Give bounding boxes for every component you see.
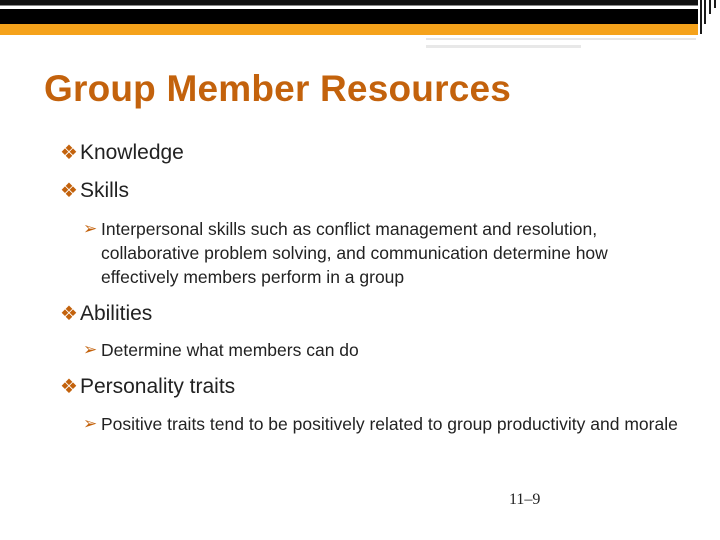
- bullet-personality-traits: [60, 374, 235, 399]
- arrow-bullet-icon: ➢: [83, 219, 98, 238]
- bullet-label: Knowledge: [79, 141, 184, 164]
- sub-bullet-skills: [83, 217, 683, 289]
- diamond-bullet-icon: ❖: [60, 303, 78, 325]
- bullet-label: Skills: [79, 179, 129, 202]
- arrow-bullet-icon: ➢: [83, 414, 98, 433]
- diamond-bullet-icon: ❖: [60, 180, 78, 202]
- page-number: 11–9: [509, 491, 541, 508]
- accent-bar: [0, 24, 700, 35]
- slide-title: Group Member Resources: [44, 68, 512, 109]
- sub-bullet-text: Positive traits tend to be positively related to group productivity and morale: [101, 414, 678, 434]
- header-band: [0, 0, 700, 24]
- decorative-rule: [426, 38, 696, 40]
- sub-bullet-text: Determine what members can do: [101, 340, 359, 360]
- bullet-abilities: [60, 301, 152, 326]
- bullet-label: Abilities: [79, 302, 153, 325]
- diamond-bullet-icon: ❖: [60, 142, 78, 164]
- decorative-rule: [426, 45, 581, 48]
- bullet-label: Personality traits: [79, 375, 236, 398]
- bullet-skills: [60, 178, 129, 203]
- corner-lines: [698, 0, 720, 50]
- diamond-bullet-icon: ❖: [60, 376, 78, 398]
- sub-bullet-text: Interpersonal skills such as conflict management and resolution, collaborative problem solving, and communication determine how effectively members perform in a group: [101, 219, 608, 287]
- arrow-bullet-icon: ➢: [83, 340, 98, 359]
- sub-bullet-abilities: [83, 338, 683, 362]
- bullet-knowledge: [60, 140, 184, 165]
- sub-bullet-personality: [83, 412, 683, 436]
